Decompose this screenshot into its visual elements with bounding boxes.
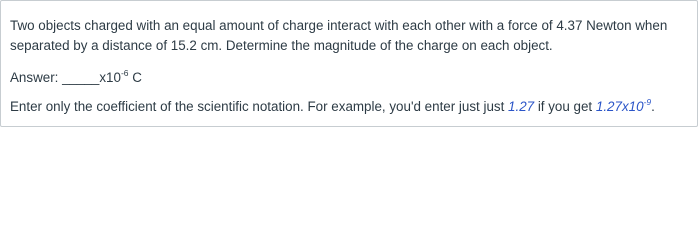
instruction-middle: if you get — [534, 99, 596, 114]
example-full: 1.27x10 — [595, 99, 644, 114]
answer-row — [10, 70, 142, 86]
instruction-text — [10, 99, 655, 115]
example-value: 1.27 — [508, 99, 535, 114]
answer-exponent: -6 — [120, 68, 129, 78]
answer-blank[interactable]: _____ — [62, 70, 100, 85]
question-text-line-1: Two objects charged with an equal amount of charge interact with each other with a force of 4.37 Newton when — [10, 18, 668, 33]
answer-multiplier: x10 — [99, 70, 121, 85]
answer-unit: C — [128, 70, 142, 85]
question-text-line-2: separated by a distance of 15.2 cm. Determine the magnitude of the charge on each object. — [10, 38, 553, 53]
instruction-end: . — [651, 99, 655, 114]
example-exponent: -9 — [643, 97, 652, 107]
answer-label: Answer: — [10, 70, 63, 85]
instruction-lead: Enter only the coefficient of the scientific notation. For example, you'd enter just just — [10, 99, 509, 114]
